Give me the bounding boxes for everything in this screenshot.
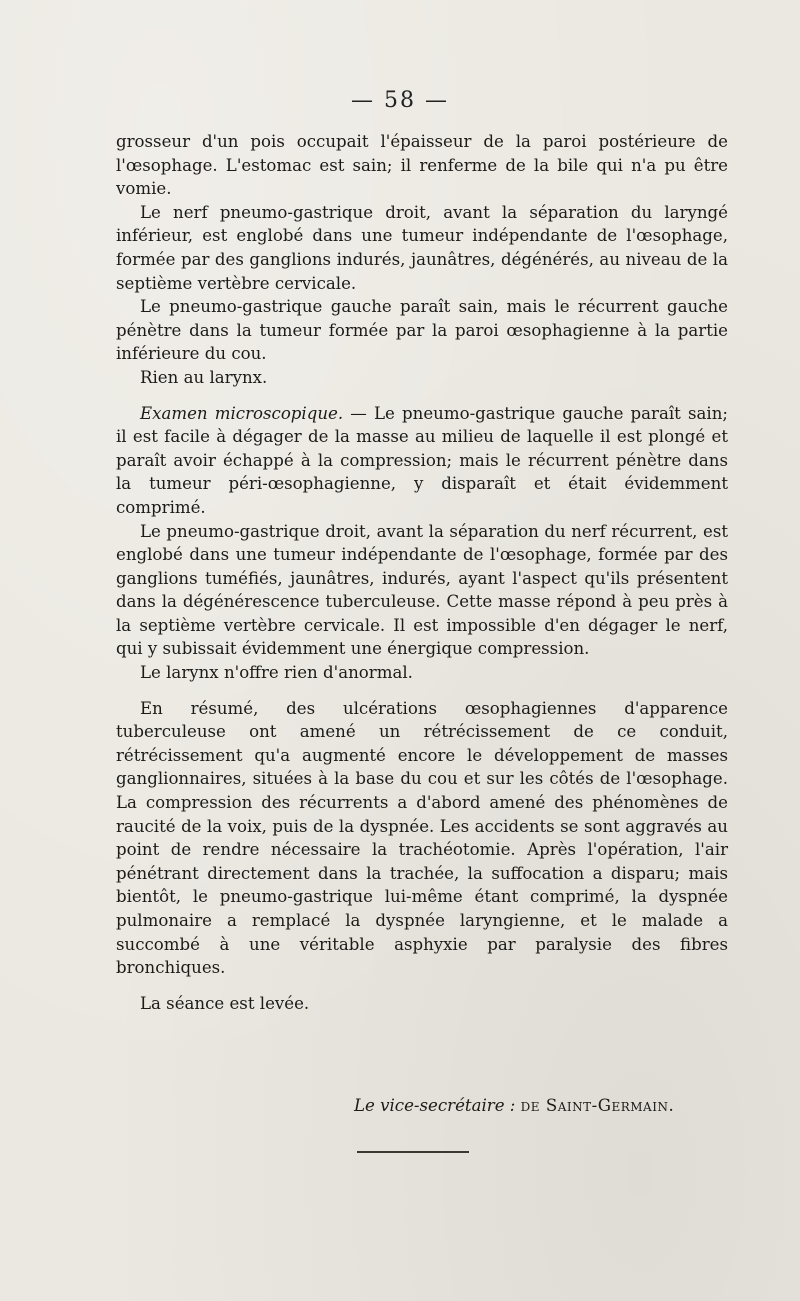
paragraph-larynx: Rien au larynx. bbox=[140, 367, 268, 387]
paragraph-right-vagus-exam: Le pneumo-gastrique droit, avant la séparation du nerf récurrent, est englobé dans une tumeur indépendante de l'œsophage, formée par des ganglions tuméfiés, jaunâtres, indurés, ayant l'aspect qu'ils présentent dans la dégénérescence tuberculeuse. Cette masse répond à peu près à la septième vertèbre cervicale. Il est impossible d'en dégager le nerf, qui y subissait évidemment une énergique compression. bbox=[116, 521, 728, 659]
signature-role: Le vice-secrétaire : bbox=[354, 1096, 516, 1115]
paragraph-closing: La séance est levée. bbox=[140, 993, 310, 1013]
paragraph-summary: En résumé, des ulcérations œsophagiennes d'apparence tuberculeuse ont amené un rétrécissement de ce conduit, rétrécissement qu'a augmenté encore le développement de masses ganglionnaires, situées à la base du cou et sur les côtés de l'œsophage. La compression des récurrents a d'abord amené des phénomènes de raucité de la voix, puis de la dyspnée. Les accidents se sont aggravés au point de rendre nécessaire la trachéotomie. Après l'opération, l'air pénétrant directement dans la trachée, la suffocation a disparu; mais bientôt, le pneumo-gastrique lui-même étant comprimé, la dyspnée pulmonaire a remplacé la dyspnée laryngienne, et le malade a succombé à une véritable asphyxie par paralysie des fibres bronchiques. bbox=[116, 698, 728, 978]
paragraph-right-vagus: Le nerf pneumo-gastrique droit, avant la séparation du laryngé inférieur, est englobé dans une tumeur indépendante de l'œsophage, formée par des ganglions indurés, jaunâtres, dégénérés, au niveau de la septième vertèbre cervicale. bbox=[116, 202, 728, 293]
microscopic-exam-text: — Le pneumo-gastrique gauche paraît sain; il est facile à dégager de la masse au milieu de laquelle il est plongé et paraît avoir échappé à la compression; mais le récurrent pénètre dans la tumeur péri-œsophagienne, y disparaît et était évidemment comprimé. bbox=[116, 403, 728, 517]
signature-line bbox=[354, 1096, 674, 1115]
closing-rule bbox=[357, 1151, 469, 1153]
body-text bbox=[116, 130, 728, 1015]
paragraph-left-vagus: Le pneumo-gastrique gauche paraît sain, mais le récurrent gauche pénètre dans la tumeur formée par la paroi œsophagienne à la partie inférieure du cou. bbox=[116, 297, 728, 364]
signature-name: de Saint-Germain. bbox=[520, 1096, 675, 1115]
paragraph-larynx-normal: Le larynx n'offre rien d'anormal. bbox=[140, 663, 413, 683]
paragraph-continuation: grosseur d'un pois occupait l'épaisseur de la paroi postérieure de l'œsophage. L'estomac est sain; il renferme de la bile qui n'a pu être vomie. bbox=[116, 132, 728, 199]
paragraph-microscopic-exam bbox=[116, 402, 728, 520]
microscopic-exam-heading: Examen microscopique. bbox=[140, 403, 344, 423]
page-number: — 58 — bbox=[351, 88, 449, 113]
